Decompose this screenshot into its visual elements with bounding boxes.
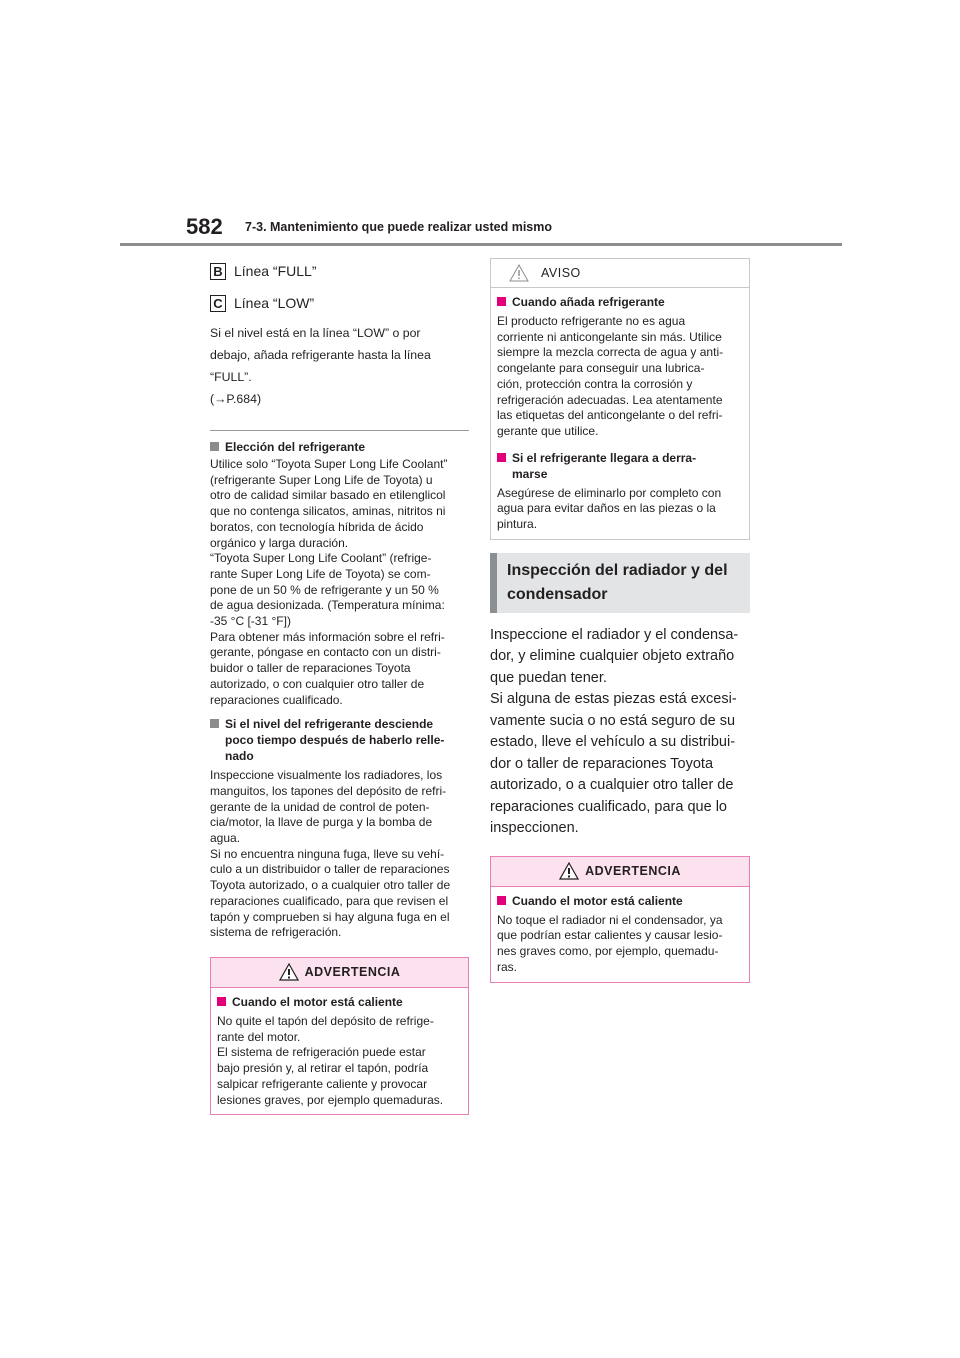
intro-text [210, 322, 469, 410]
text-line: congelante para conseguir una lubrica- [497, 361, 705, 376]
notice-paragraph [497, 486, 743, 533]
text-line: (refrigerante Super Long Life de Toyota) u [210, 472, 433, 487]
section-divider [210, 430, 469, 431]
text-line: Inspeccione visualmente los radiadores, los [210, 768, 443, 783]
callout-b [210, 260, 469, 282]
text-line: reparaciones cualificado, para que revisen el [210, 893, 449, 908]
text-line: poco tiempo después de haberlo relle- [225, 733, 445, 748]
caution-triangle-icon [509, 264, 529, 282]
text-line: agua para evitar daños en las piezas o la [497, 501, 716, 516]
warning-header [491, 857, 749, 887]
notice-box [490, 258, 750, 540]
square-bullet-icon [210, 719, 219, 728]
text-line: Asegúrese de eliminarlo por completo con [497, 485, 722, 500]
warning-title: ADVERTENCIA [304, 965, 401, 980]
text-line: pone de un 50 % de refrigerante y un 50 % [210, 582, 439, 597]
text-line: ción, protección contra la corrosión y [497, 376, 693, 391]
text-line: buidor o taller de reparaciones Toyota [210, 661, 411, 676]
section-header [490, 553, 750, 613]
callout-letter: C [210, 295, 226, 312]
text-line: rante del motor. [217, 1029, 301, 1044]
text-line: “Toyota Super Long Life Coolant” (refrige- [210, 551, 432, 566]
text-line: -35 °C [-31 °F]) [210, 614, 291, 629]
section-heading-text [225, 716, 444, 764]
text-line: gerante que utilice. [497, 423, 599, 438]
warning-paragraph [497, 913, 743, 976]
text-line: otro de calidad similar basado en etilenglicol [210, 488, 446, 503]
text-line: gerante de la unidad de control de poten- [210, 799, 430, 814]
text-line: Para obtener más información sobre el refri- [210, 629, 445, 644]
text-line: Si el nivel del refrigerante desciende [225, 717, 434, 732]
page-number: 582 [186, 214, 223, 239]
section-title-line: Inspección del radiador y del [507, 561, 728, 579]
text-line: Toyota autorizado, o a cualquier otro taller de [210, 878, 451, 893]
square-bullet-icon [497, 297, 506, 306]
text-line: No quite el tapón del depósito de refrige- [217, 1013, 434, 1028]
header-rule [120, 243, 842, 246]
text-line: “FULL”. [210, 370, 252, 384]
text-line: inspeccionen. [490, 820, 579, 837]
square-bullet-icon [497, 453, 506, 462]
text-line: Si el refrigerante llegara a derra- [512, 450, 697, 465]
section-heading-text: Elección del refrigerante [225, 440, 366, 454]
warning-box [210, 957, 469, 1115]
text-line: Utilice solo “Toyota Super Long Life Coolant” [210, 457, 448, 471]
text-line: agua. [210, 831, 241, 846]
callout-text: Línea “LOW” [234, 295, 315, 311]
notice-item-heading [497, 294, 743, 310]
text-line: Si alguna de estas piezas está excesi- [490, 691, 737, 708]
text-line: ras. [497, 959, 518, 974]
section-title-line: condensador [507, 585, 608, 603]
text-line: cia/motor, la llave de purga y la bomba de [210, 815, 433, 830]
text-line: gerante, póngase en contacto con un distri- [210, 645, 441, 660]
warning-triangle-icon [279, 963, 299, 981]
callout-text: Línea “FULL” [234, 263, 317, 279]
text-line: nes graves como, por ejemplo, quemadu- [497, 944, 719, 959]
text-line: que podrían estar calientes y causar lesio- [497, 928, 723, 943]
text-line: las etiquetas del anticongelante o del refri- [497, 408, 723, 423]
text-line: reparaciones cualificado. [210, 692, 343, 707]
text-line: Inspeccione el radiador y el condensa- [490, 626, 739, 643]
text-line: estado, lleve el vehículo a su distribui- [490, 734, 736, 751]
text-line: que puedan tener. [490, 669, 607, 686]
text-line: vamente sucia o no está seguro de su [490, 712, 736, 729]
text-line: manguitos, los tapones del depósito de refri- [210, 783, 447, 798]
warning-header [211, 958, 468, 988]
text-line: El producto refrigerante no es agua [497, 314, 686, 328]
section-paragraph [210, 768, 469, 941]
square-bullet-icon [497, 896, 506, 905]
section-heading [210, 716, 469, 764]
section-heading [210, 439, 469, 455]
callout-letter: B [210, 263, 226, 280]
warning-title: ADVERTENCIA [585, 864, 681, 879]
right-column [490, 258, 750, 983]
text-line: dor, y elimine cualquier objeto extraño [490, 648, 735, 665]
warning-paragraph [217, 1014, 462, 1108]
text-line: que no contenga silicatos, aminas, nitritos ni [210, 504, 446, 519]
notice-header [491, 259, 749, 288]
notice-item-title [512, 450, 696, 482]
warning-item-title: Cuando el motor está caliente [512, 893, 683, 908]
notice-item-heading [497, 450, 743, 482]
text-line: bajo presión y, al retirar el tapón, podría [217, 1061, 429, 1076]
section-body [490, 625, 750, 840]
text-line: de agua desionizada. (Temperatura mínima: [210, 598, 445, 613]
warning-body [211, 988, 468, 1114]
text-line: autorizado, o con cualquier otro taller de [210, 676, 425, 691]
left-column [210, 260, 469, 1115]
warning-item-heading [217, 994, 462, 1010]
warning-triangle-icon [559, 862, 579, 880]
notice-title: AVISO [541, 266, 581, 280]
page-header [0, 0, 960, 250]
square-bullet-icon [210, 442, 219, 451]
notice-paragraph [497, 314, 743, 440]
text-line: Si el nivel está en la línea “LOW” o por [210, 326, 421, 340]
text-line: (→P.684) [210, 392, 262, 406]
text-line: autorizado, o a cualquier otro taller de [490, 777, 734, 794]
warning-item-heading [497, 893, 743, 909]
warning-body [491, 887, 749, 982]
square-bullet-icon [217, 997, 226, 1006]
text-line: corriente ni anticongelante sin más. Utilice [497, 329, 722, 344]
text-line: sistema de refrigeración. [210, 925, 342, 940]
text-line: lesiones graves, por ejemplo quemaduras. [217, 1092, 444, 1107]
text-line: pintura. [497, 517, 538, 532]
text-line: boratos, con tecnología híbrida de ácido [210, 519, 424, 534]
notice-body [491, 288, 749, 539]
section-paragraph [210, 457, 469, 708]
text-line: debajo, añada refrigerante hasta la línea [210, 348, 431, 362]
text-line: siempre la mezcla correcta de agua y anti- [497, 345, 724, 360]
text-line: El sistema de refrigeración puede estar [217, 1045, 426, 1060]
text-line: tapón y comprueben si hay alguna fuga en el [210, 909, 450, 924]
callout-c [210, 292, 469, 314]
text-line: Si no encuentra ninguna fuga, lleve su vehí- [210, 846, 445, 861]
text-line: reparaciones cualificado, para que lo [490, 798, 727, 815]
text-line: marse [512, 466, 548, 481]
text-line: salpicar refrigerante caliente y provocar [217, 1076, 428, 1091]
text-line: rante Super Long Life de Toyota) se com- [210, 566, 431, 581]
notice-item-title: Cuando añada refrigerante [512, 295, 665, 309]
text-line: dor o taller de reparaciones Toyota [490, 755, 714, 772]
warning-box [490, 856, 750, 983]
chapter-title: 7-3. Mantenimiento que puede realizar usted mismo [245, 220, 553, 234]
text-line: nado [225, 749, 254, 764]
text-line: refrigeración adecuadas. Lea atentamente [497, 392, 723, 407]
text-line: culo a un distribuidor o taller de reparaciones [210, 862, 450, 877]
text-line: No toque el radiador ni el condensador, ya [497, 912, 723, 927]
warning-item-title: Cuando el motor está caliente [232, 994, 403, 1009]
text-line: orgánico y larga duración. [210, 535, 349, 550]
